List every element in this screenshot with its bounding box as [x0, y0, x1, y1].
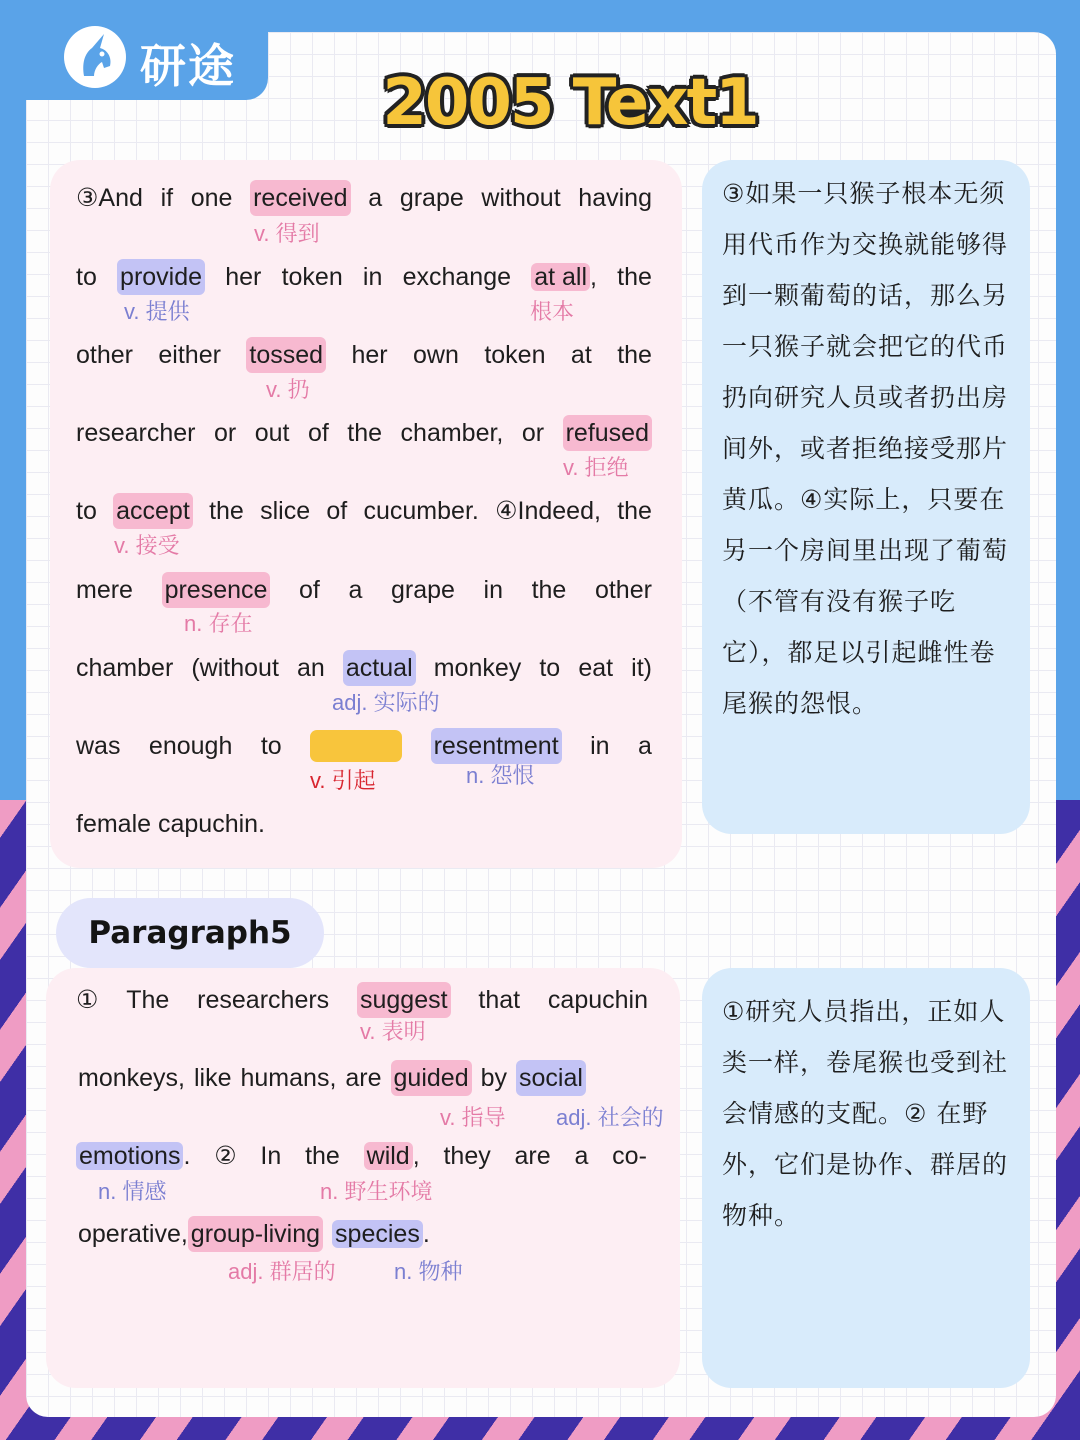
note-at-all: 根本: [530, 299, 575, 324]
word: female capuchin.: [76, 810, 266, 838]
punct: ,: [590, 263, 597, 291]
word: token: [484, 341, 546, 369]
word: are: [514, 1142, 551, 1170]
word: slice: [260, 497, 311, 525]
word: of: [307, 419, 329, 447]
word: her: [225, 263, 262, 291]
note-presence: n. 存在: [184, 611, 253, 636]
word: to: [539, 654, 561, 682]
en-line-8: [76, 728, 652, 764]
word: ①: [76, 986, 99, 1014]
en-b-line-2: [78, 1060, 678, 1096]
word: The: [126, 986, 170, 1014]
vocab-wild: wild: [364, 1142, 413, 1170]
word: researcher: [76, 419, 196, 447]
punct: ,: [412, 1142, 420, 1170]
word: capuchin: [547, 986, 648, 1014]
word: ③And: [76, 184, 143, 212]
word: to: [76, 497, 97, 525]
vocab-actual: actual: [343, 650, 416, 686]
vocab-provide: provide: [117, 259, 205, 295]
word: of: [326, 497, 348, 525]
en-line-6: [76, 572, 652, 608]
word: a: [574, 1142, 589, 1170]
en-line-7: [76, 650, 652, 686]
word: out: [254, 419, 290, 447]
note-tossed: v. 扔: [266, 377, 310, 402]
en-line-1: [76, 180, 652, 216]
word: of: [299, 576, 320, 604]
vocab-tossed: tossed: [246, 337, 326, 373]
punct: .: [183, 1142, 191, 1170]
note-suggest: v. 表明: [360, 1019, 426, 1044]
en-line-4: [76, 415, 652, 451]
word: in: [483, 576, 503, 604]
word: if: [160, 184, 174, 212]
en-b-line-1: [76, 982, 648, 1018]
word: like: [193, 1064, 232, 1092]
word: by: [480, 1064, 508, 1092]
vocab-refused: refused: [563, 415, 652, 451]
en-line-5: [76, 493, 652, 529]
en-line-9: [76, 806, 652, 842]
word: other: [594, 576, 652, 604]
note-emotions: n. 情感: [98, 1179, 167, 1204]
word: mere: [76, 576, 133, 604]
word: are: [345, 1064, 382, 1092]
word: own: [413, 341, 459, 369]
note-received: v. 得到: [254, 221, 320, 246]
page-title: 2005 Text1: [382, 66, 758, 140]
word: to: [76, 263, 97, 291]
en-line-3: [76, 337, 652, 373]
word: enough: [148, 732, 233, 760]
word: (without: [191, 654, 279, 682]
vocab-presence: presence: [162, 572, 271, 608]
word: co-: [612, 1142, 647, 1170]
word: the: [617, 263, 652, 291]
word: without: [481, 184, 561, 212]
brand-name: 研途: [140, 39, 236, 93]
word: that: [478, 986, 521, 1014]
note-social: adj. 社会的: [556, 1105, 664, 1130]
word: the: [347, 419, 383, 447]
chinese-translation-top: ③如果一只猴子根本无须用代币作为交换就能够得到一颗葡萄的话，那么另一只猴子就会把它的代币扔向研究人员或者扔出房间外，或者拒绝接受那片黄瓜。④实际上，只要在另一个房间里出现了葡萄（不管有没有猴子吃它），都足以引起雌性卷尾猴的怨恨。: [722, 179, 1009, 718]
note-refused: v. 拒绝: [563, 455, 629, 480]
word: having: [578, 184, 652, 212]
note-accept: v. 接受: [114, 533, 180, 558]
chinese-translation-bottom: ①研究人员指出，正如人类一样，卷尾猴也受到社会情感的支配。② 在野外，它们是协作、群居的物种。: [722, 997, 1009, 1230]
word: the: [617, 341, 652, 369]
vocab-accept: accept: [113, 493, 193, 529]
word: at: [570, 341, 592, 369]
vocab-at-all: at all: [531, 263, 590, 291]
word: cucumber.: [363, 497, 479, 525]
word: exchange: [402, 263, 512, 291]
word: was: [76, 732, 121, 760]
fill-in-blank: [310, 730, 402, 762]
note-provide: v. 提供: [124, 299, 190, 324]
word: the: [617, 497, 652, 525]
word: monkeys,: [78, 1064, 185, 1092]
word: chamber,: [400, 419, 504, 447]
word: a: [368, 184, 383, 212]
word: eat: [578, 654, 614, 682]
word: other: [76, 341, 133, 369]
word: humans,: [240, 1064, 337, 1092]
word: ④Indeed,: [495, 497, 601, 525]
word: or: [521, 419, 545, 447]
word: it): [631, 654, 652, 682]
word: in: [590, 732, 610, 760]
word: operative,: [78, 1220, 188, 1248]
note-wild: n. 野生环境: [320, 1179, 433, 1204]
word: they: [443, 1142, 491, 1170]
word: either: [158, 341, 221, 369]
vocab-social: social: [516, 1060, 586, 1096]
word: to: [260, 732, 282, 760]
vocab-species: species: [332, 1220, 423, 1248]
word: monkey: [433, 654, 522, 682]
vocab-guided: guided: [391, 1060, 472, 1096]
word: a: [638, 732, 652, 760]
word: the: [305, 1142, 340, 1170]
vocab-group-living: group-living: [188, 1216, 323, 1252]
word: token: [281, 263, 343, 291]
word: the: [209, 497, 244, 525]
note-actual: adj. 实际的: [332, 690, 440, 715]
en-b-line-3: [76, 1138, 647, 1174]
en-b-line-4: [78, 1216, 654, 1252]
vocab-emotions: emotions: [76, 1142, 183, 1170]
word: her: [351, 341, 388, 369]
word: or: [213, 419, 237, 447]
word: In: [260, 1142, 282, 1170]
vocab-resentment: resentment: [431, 728, 562, 764]
word: an: [297, 654, 325, 682]
word: grape: [399, 184, 464, 212]
word: ②: [214, 1142, 237, 1170]
word: a: [348, 576, 363, 604]
note-blank: v. 引起: [310, 768, 376, 793]
note-resentment: n. 怨恨: [466, 763, 535, 788]
note-guided: v. 指导: [440, 1105, 506, 1130]
note-species: n. 物种: [394, 1259, 463, 1284]
en-line-2: [76, 259, 652, 295]
paragraph-label: Paragraph5: [56, 898, 324, 968]
note-group-living: adj. 群居的: [228, 1259, 336, 1284]
word: one: [190, 184, 233, 212]
word: in: [362, 263, 383, 291]
vocab-suggest: suggest: [357, 982, 451, 1018]
vocab-received: received: [250, 180, 351, 216]
punct: .: [422, 1220, 430, 1248]
word: chamber: [76, 654, 174, 682]
word: researchers: [197, 986, 330, 1014]
word: the: [531, 576, 567, 604]
word: grape: [390, 576, 455, 604]
